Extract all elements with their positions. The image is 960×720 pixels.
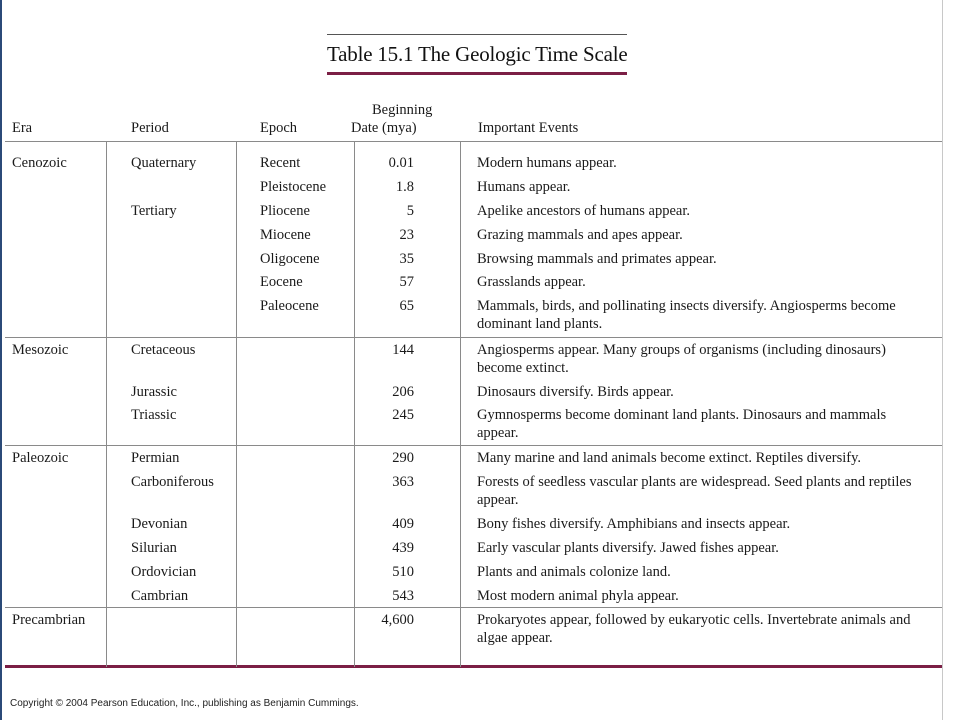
date-cell: 290 [392,450,414,466]
date-cell: 409 [392,516,414,532]
period-cell: Triassic [131,407,177,423]
date-cell: 4,600 [381,612,414,628]
event-cell: Many marine and land animals become extinct. Reptiles diversify. [477,450,862,466]
epoch-cell: Paleocene [260,298,319,314]
header-era: Era [12,120,33,136]
date-cell: 245 [392,407,414,423]
epoch-cell: Recent [260,155,301,171]
period-cell: Silurian [131,540,177,556]
header-date-line1: Beginning [372,102,433,118]
event-cell: Prokaryotes appear, followed by eukaryotic cells. Invertebrate animals and algae appear. [477,612,911,646]
header-epoch: Epoch [260,120,298,136]
epoch-cell: Pliocene [260,203,310,219]
date-cell: 35 [399,251,414,267]
period-cell: Carboniferous [131,474,214,490]
period-cell: Cambrian [131,588,189,604]
period-cell: Tertiary [131,203,177,219]
date-cell: 363 [392,474,414,490]
date-cell: 23 [399,227,414,243]
event-cell: Forests of seedless vascular plants are widespread. Seed plants and reptiles appear. [477,474,912,508]
event-cell: Angiosperms appear. Many groups of organisms (including dinosaurs) become extinct. [477,342,886,376]
event-cell: Grazing mammals and apes appear. [477,227,683,243]
epoch-cell: Eocene [260,274,303,290]
column-divider [460,141,461,667]
date-cell: 543 [392,588,414,604]
era-divider-precambrian [5,607,942,608]
period-cell: Jurassic [131,384,177,400]
era-cell: Mesozoic [12,342,69,358]
title-top-rule [327,34,627,35]
date-cell: 0.01 [388,155,414,171]
era-cell: Precambrian [12,612,86,628]
period-cell: Permian [131,450,180,466]
column-divider [106,141,107,667]
era-cell: Cenozoic [12,155,67,171]
event-cell: Apelike ancestors of humans appear. [477,203,690,219]
left-frame-border [0,0,2,720]
epoch-cell: Pleistocene [260,179,327,195]
date-cell: 65 [399,298,414,314]
era-divider-mesozoic [5,337,942,338]
event-cell: Most modern animal phyla appear. [477,588,679,604]
date-cell: 1.8 [395,179,414,195]
table-title: Table 15.1 The Geologic Time Scale [327,42,628,66]
event-cell: Grasslands appear. [477,274,586,290]
period-cell: Devonian [131,516,188,532]
date-cell: 206 [392,384,414,400]
date-cell: 144 [392,342,414,358]
date-cell: 5 [406,203,414,219]
event-cell: Browsing mammals and primates appear. [477,251,717,267]
column-divider [236,141,237,667]
right-frame-border [942,0,943,720]
event-cell: Mammals, birds, and pollinating insects diversify. Angiosperms become dominant land plants. [477,298,896,332]
header-period: Period [131,120,169,136]
period-cell: Ordovician [131,564,197,580]
era-cell: Paleozoic [12,450,69,466]
table-bottom-rule [5,665,942,668]
event-cell: Dinosaurs diversify. Birds appear. [477,384,674,400]
epoch-cell: Miocene [260,227,311,243]
event-cell: Humans appear. [477,179,571,195]
title-bottom-rule [327,72,627,75]
event-cell: Early vascular plants diversify. Jawed fishes appear. [477,540,779,556]
period-cell: Cretaceous [131,342,196,358]
event-cell: Bony fishes diversify. Amphibians and insects appear. [477,516,791,532]
date-cell: 57 [399,274,414,290]
date-cell: 510 [392,564,414,580]
event-cell: Gymnosperms become dominant land plants. Dinosaurs and mammals appear. [477,407,887,441]
date-cell: 439 [392,540,414,556]
event-cell: Modern humans appear. [477,155,617,171]
header-rule [5,141,942,142]
era-divider-paleozoic [5,445,942,446]
period-cell: Quaternary [131,155,197,171]
copyright-notice: Copyright © 2004 Pearson Education, Inc., publishing as Benjamin Cummings. [10,698,359,709]
header-events: Important Events [478,120,579,136]
epoch-cell: Oligocene [260,251,320,267]
header-date-line2: Date (mya) [351,120,417,136]
event-cell: Plants and animals colonize land. [477,564,671,580]
